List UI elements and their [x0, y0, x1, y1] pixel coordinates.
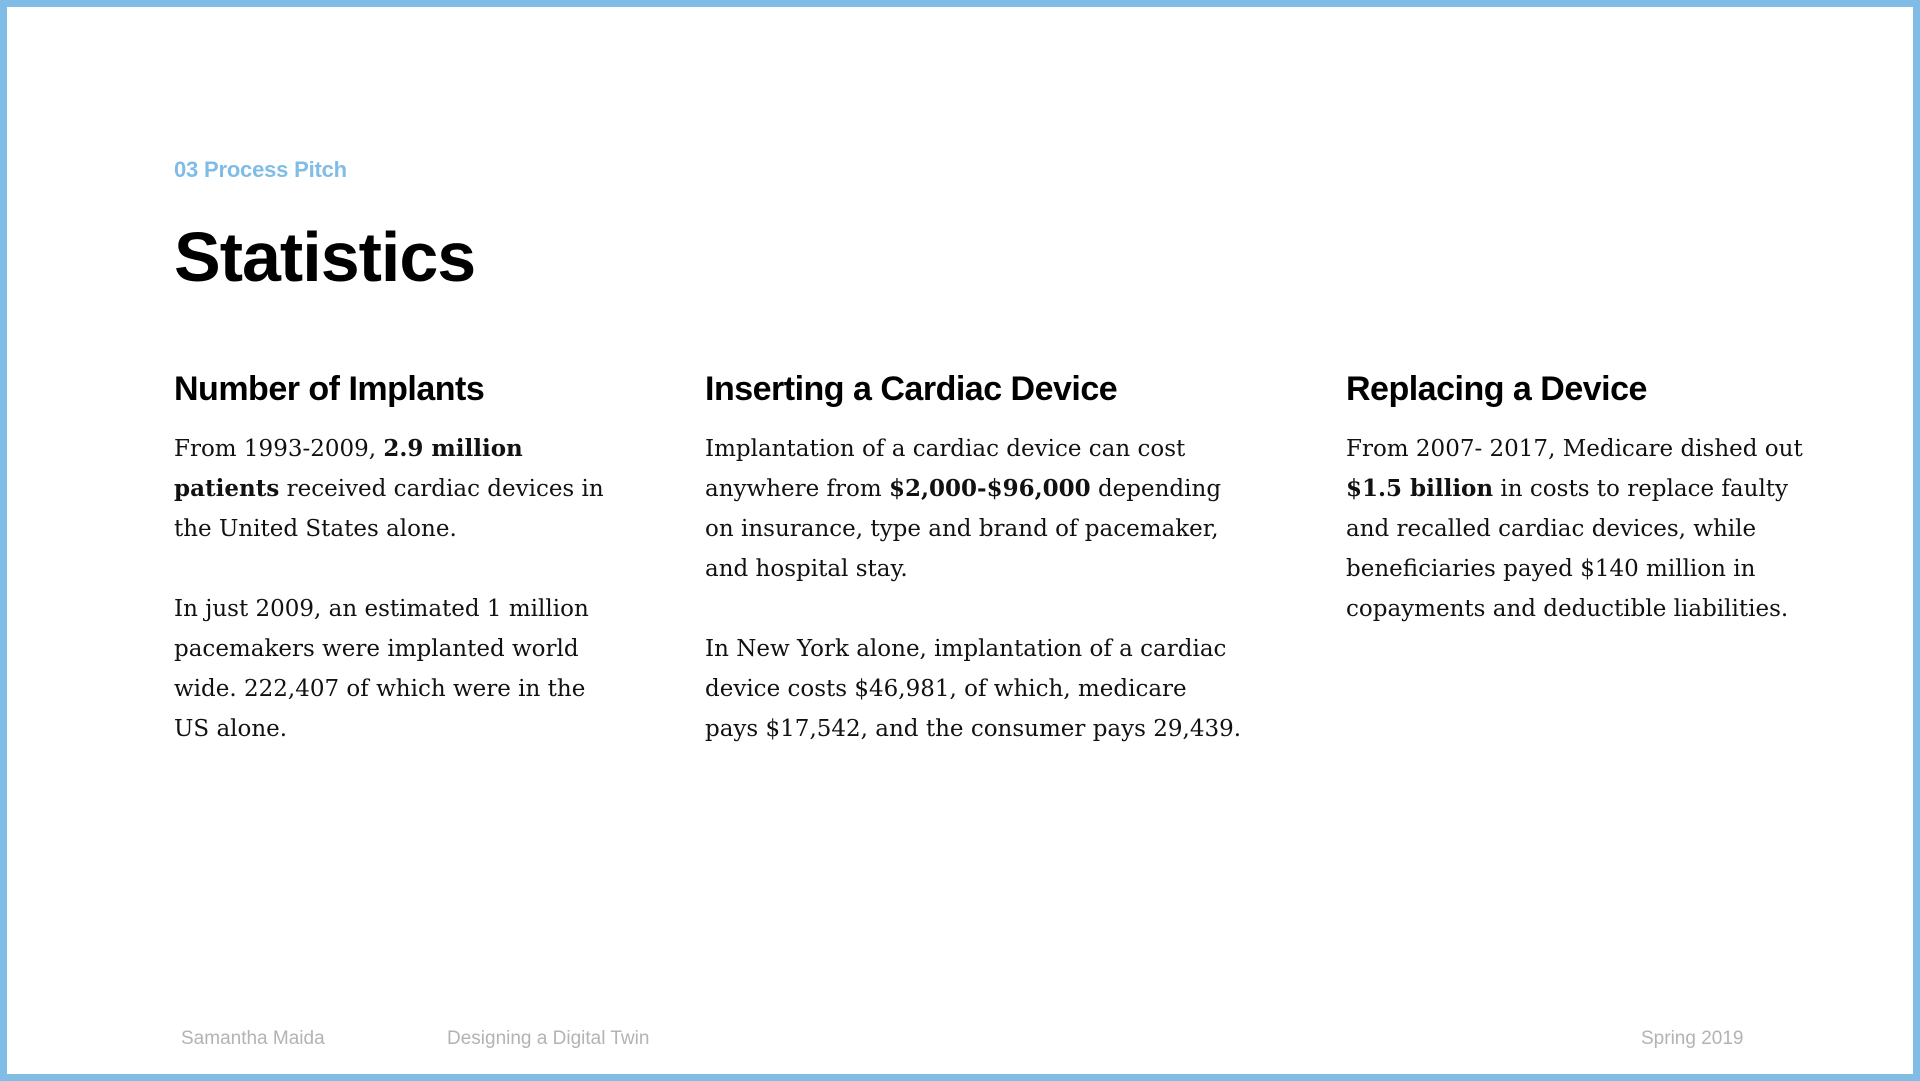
footer-date: Spring 2019 — [1641, 1028, 1744, 1049]
paragraph-highlight: $2,000-$96,000 — [889, 475, 1091, 502]
column-inserting-a-cardiac-device — [705, 367, 1245, 789]
column-paragraph: In New York alone, implantation of a cardiac device costs $46,981, of which, medicare pays $17,542, and the consumer pays 29,439. — [705, 636, 1242, 742]
paragraph-text: Implantation of a cardiac device can cost anywhere from — [705, 436, 1186, 502]
section-label: 03 Process Pitch — [174, 157, 347, 182]
column-paragraph — [705, 429, 1245, 589]
page-title: Statistics — [174, 218, 476, 296]
paragraph-text: in costs to replace faulty and recalled cardiac devices, while beneficiaries payed $140 million in copayments and deductible liabilities. — [1346, 476, 1789, 622]
footer-author: Samantha Maida — [181, 1028, 325, 1049]
paragraph-text: From 1993-2009, — [174, 436, 384, 462]
column-heading: Replacing a Device — [1346, 370, 1647, 408]
footer-project-title: Designing a Digital Twin — [447, 1028, 650, 1049]
column-number-of-implants — [174, 367, 614, 789]
column-paragraph — [1346, 429, 1806, 629]
column-replacing-a-device — [1346, 367, 1806, 669]
column-heading: Inserting a Cardiac Device — [705, 370, 1118, 408]
paragraph-highlight: $1.5 billion — [1346, 475, 1494, 502]
paragraph-text: received cardiac devices in the United States alone. — [174, 476, 604, 542]
column-paragraph — [174, 429, 614, 549]
column-paragraph: In just 2009, an estimated 1 million pacemakers were implanted world wide. 222,407 of which were in the US alone. — [174, 596, 589, 742]
paragraph-text: depending on insurance, type and brand of pacemaker, and hospital stay. — [705, 476, 1222, 582]
paragraph-highlight: 2.9 million patients — [174, 435, 523, 502]
column-heading: Number of Implants — [174, 370, 485, 408]
paragraph-text: From 2007- 2017, Medicare dished out — [1346, 436, 1803, 462]
